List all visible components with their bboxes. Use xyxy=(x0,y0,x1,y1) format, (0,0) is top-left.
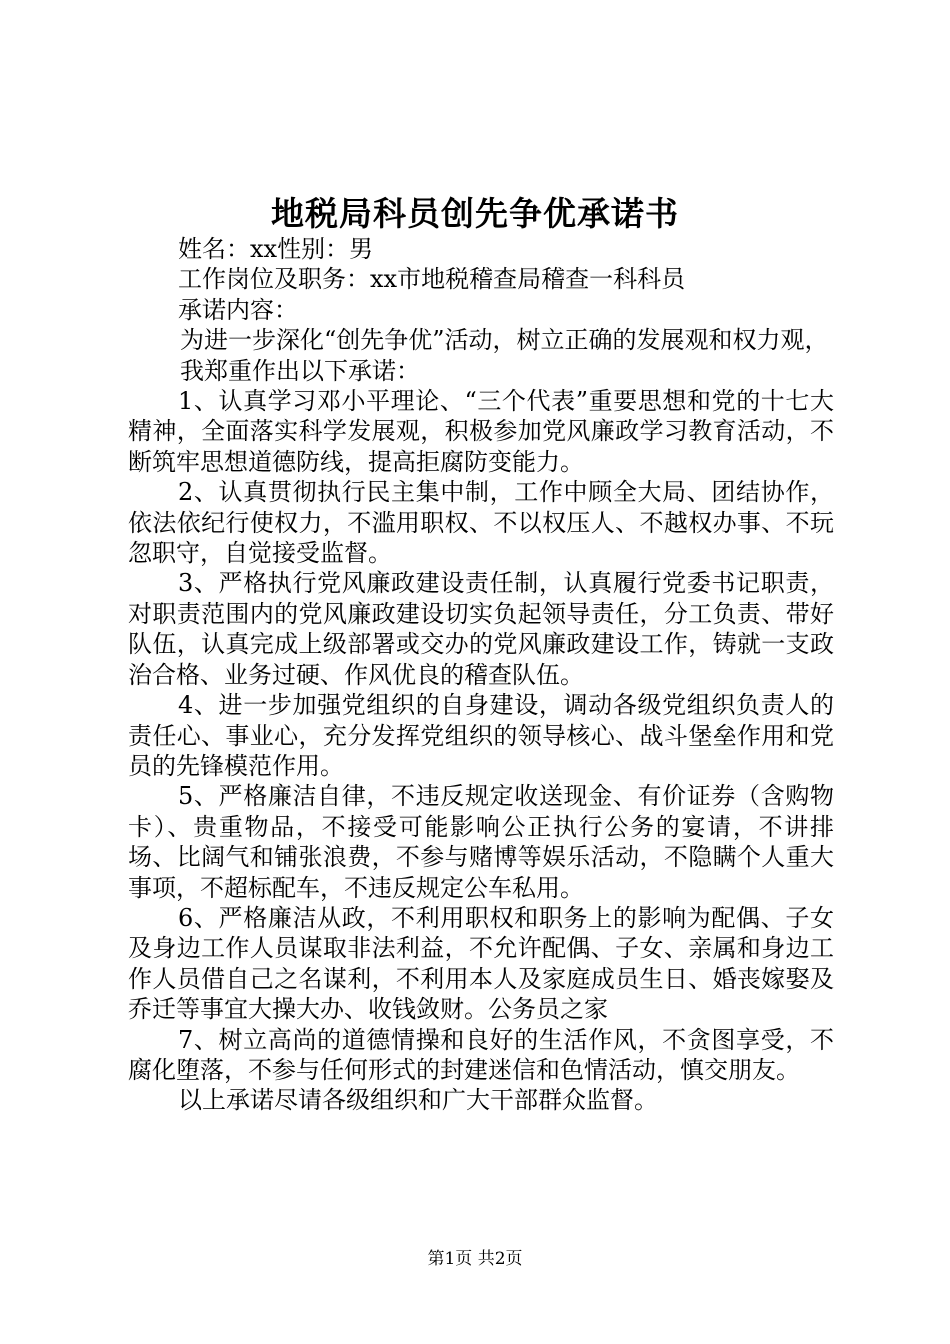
intro-paragraph: 为进一步深化“创先争优”活动，树立正确的发展观和权力观， xyxy=(180,326,829,355)
pledge-item-6: 6、严格廉洁从政，不利用职权和职务上的影响为配偶、子女及身边工作人员谋取非法利益，不允许配偶、子女、亲属和身边工作人员借自己之名谋利，不利用本人及家庭成员生日、婚丧嫁娶及乔迁等事宜大操大办、收钱敛财。公务员之家 xyxy=(128,903,834,1024)
pledge-item-3: 3、严格执行党风廉政建设责任制，认真履行党委书记职责，对职责范围内的党风廉政建设切实负起领导责任，分工负责、带好队伍，认真完成上级部署或交办的党风廉政建设工作，铸就一支政治合格、业务过硬、作风优良的稽查队伍。 xyxy=(128,569,834,689)
pledge-item-1: 1、认真学习邓小平理论、“三个代表”重要思想和党的十七大精神，全面落实科学发展观，积极参加党风廉政学习教育活动，不断筑牢思想道德防线，提高拒腐防变能力。 xyxy=(128,387,834,476)
pledge-item-4: 4、进一步加强党组织的自身建设，调动各级党组织负责人的责任心、事业心，充分发挥党组织的领导核心、战斗堡垒作用和党员的先锋模范作用。 xyxy=(128,691,834,780)
closing-paragraph: 以上承诺尽请各级组织和广大干部群众监督。 xyxy=(178,1086,658,1115)
document-title: 地税局科员创先争优承诺书 xyxy=(271,194,679,233)
content-label: 承诺内容： xyxy=(178,295,298,324)
pledge-lead: 我郑重作出以下承诺： xyxy=(180,356,420,385)
pledge-item-2: 2、认真贯彻执行民主集中制，工作中顾全大局、团结协作，依法依纪行使权力，不滥用职权、不以权压人、不越权办事、不玩忽职守，自觉接受监督。 xyxy=(128,478,834,568)
name-gender-line: 姓名：xx性别：男 xyxy=(178,235,374,263)
page-number-footer: 第1页 共2页 xyxy=(427,1249,523,1269)
pledge-item-7: 7、树立高尚的道德情操和良好的生活作风，不贪图享受，不腐化堕落，不参与任何形式的封建迷信和色情活动，慎交朋友。 xyxy=(128,1025,834,1084)
document-body xyxy=(128,234,834,1116)
pledge-item-5: 5、严格廉洁自律，不违反规定收送现金、有价证券（含购物卡）、贵重物品，不接受可能影响公正执行公务的宴请，不讲排场、比阔气和铺张浪费，不参与赌博等娱乐活动，不隐瞒个人重大事项，不超标配车，不违反规定公车私用。 xyxy=(128,782,834,902)
position-line: 工作岗位及职务：xx市地税稽查局稽查一科科员 xyxy=(178,265,686,294)
